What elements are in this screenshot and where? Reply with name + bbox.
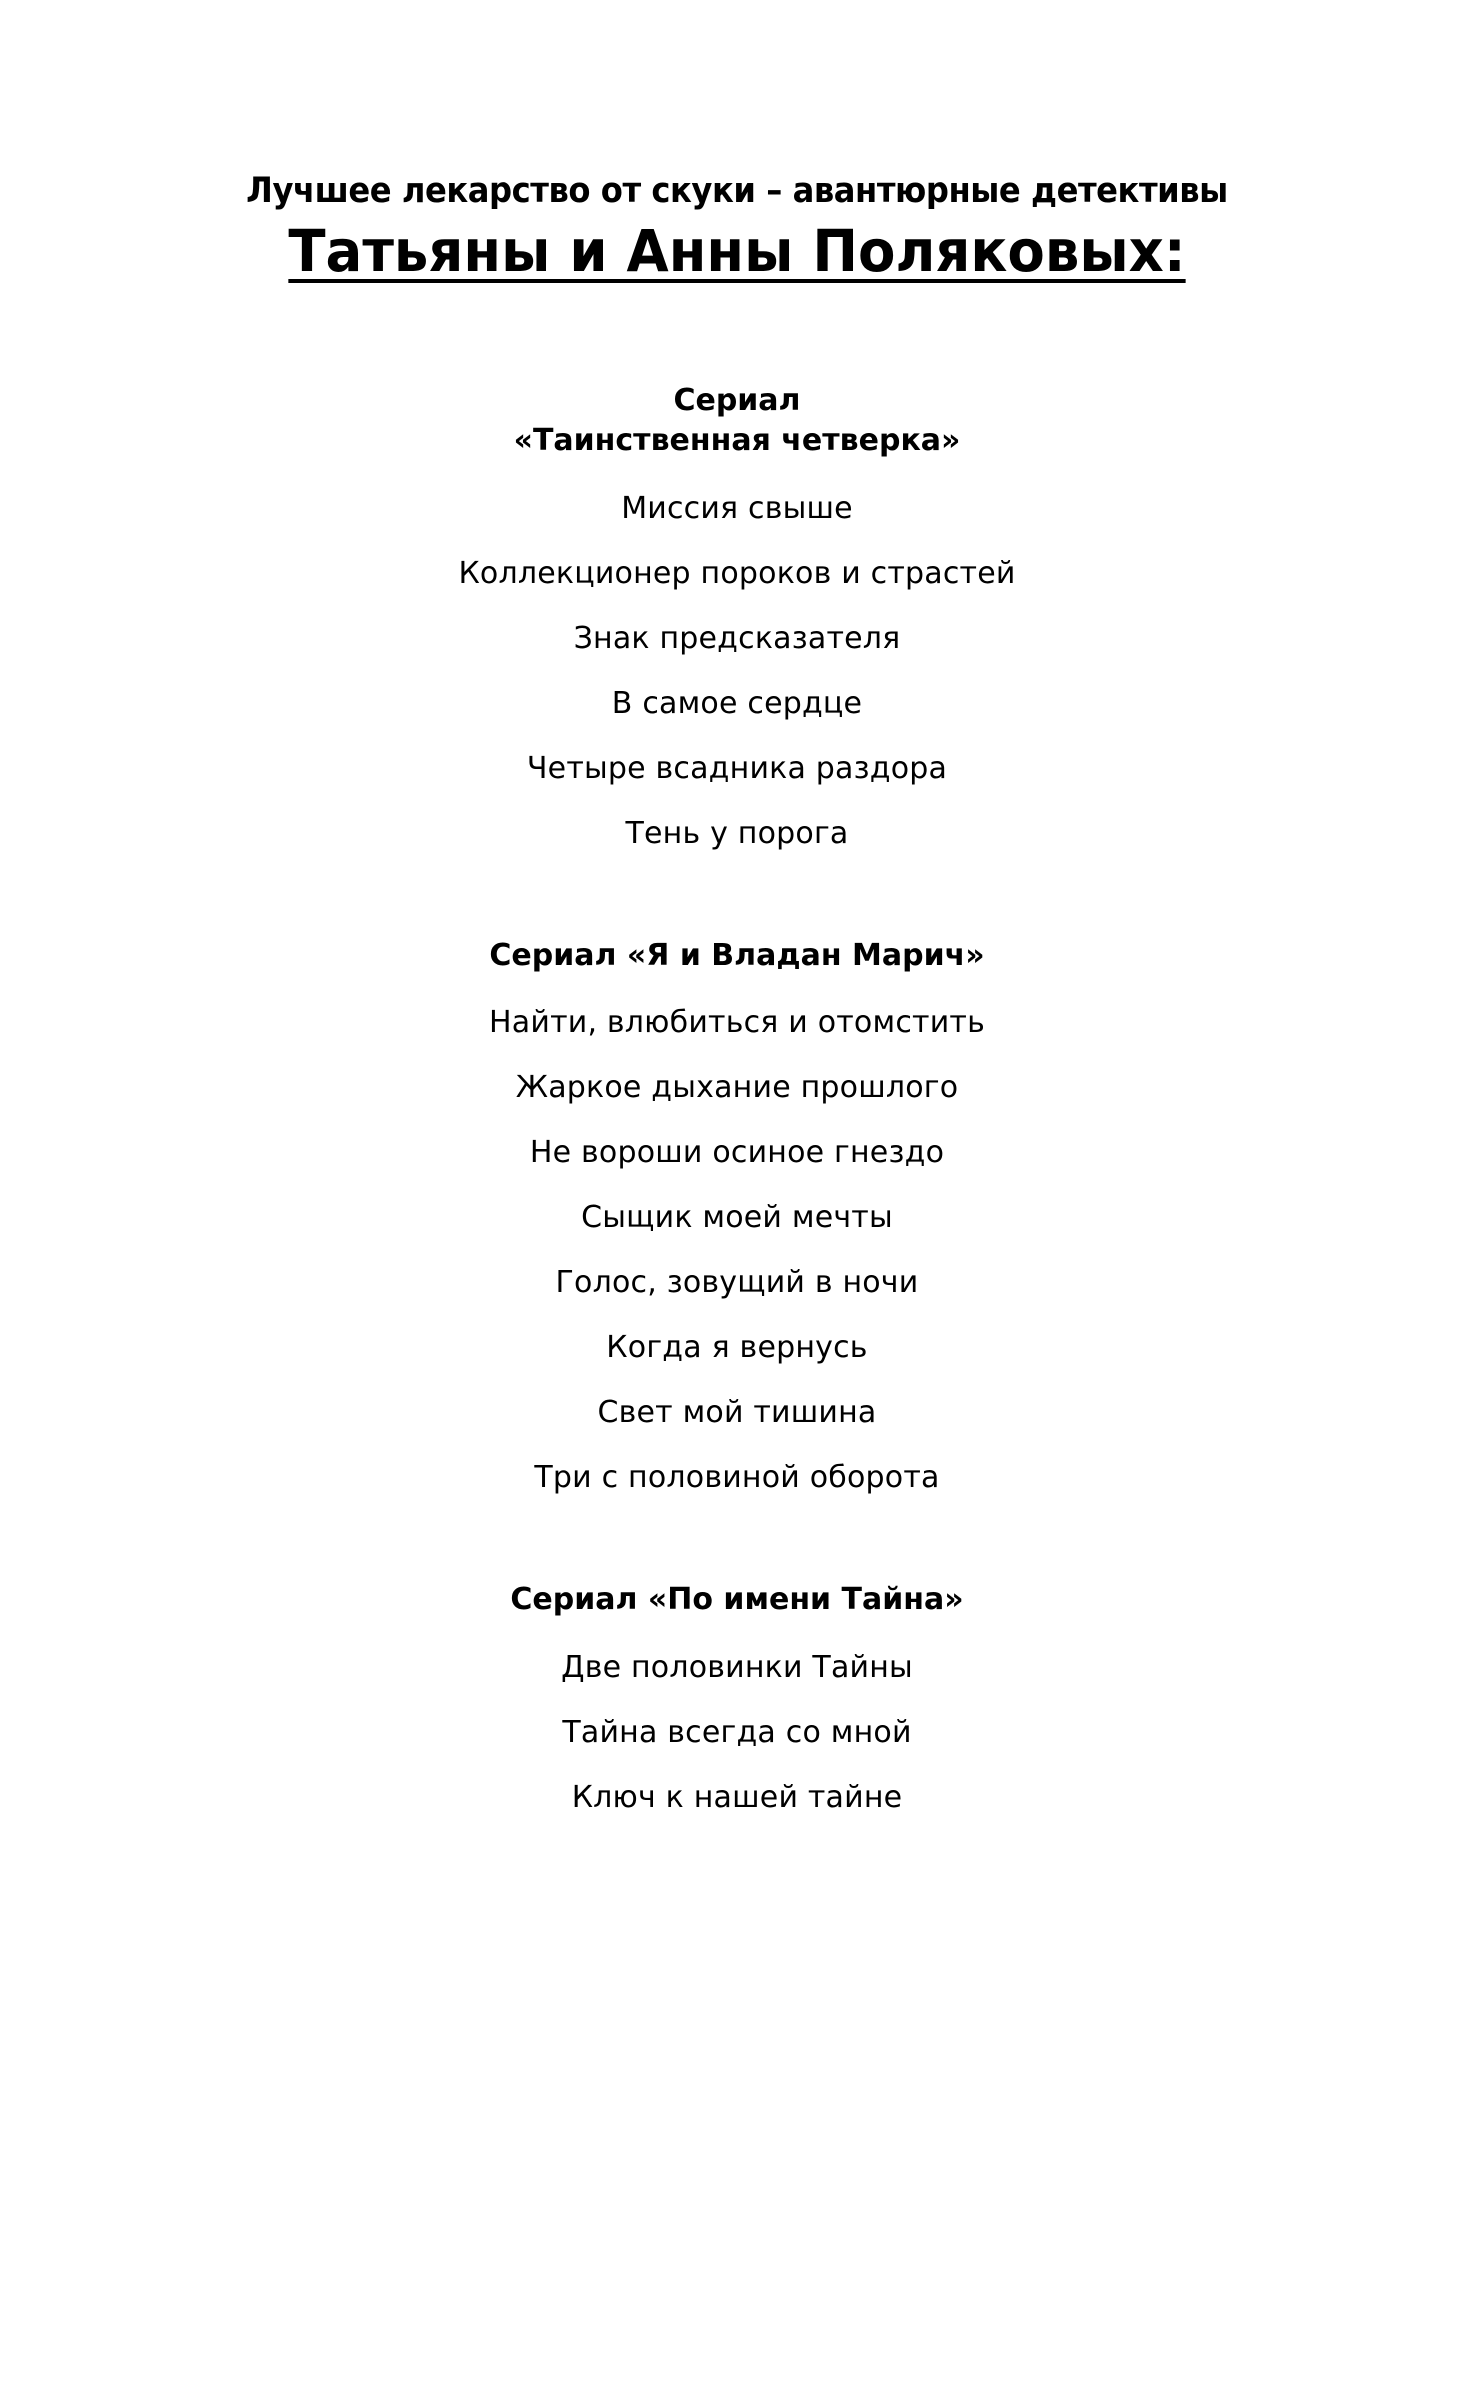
page-tagline: Лучшее лекарство от скуки – авантюрные детективы bbox=[246, 171, 1228, 211]
series-title-2 bbox=[170, 936, 1304, 977]
list-item: Голос, зовущий в ночи bbox=[555, 1265, 919, 1301]
series-title-1 bbox=[170, 381, 1304, 462]
list-item: Жаркое дыхание прошлого bbox=[515, 1070, 959, 1106]
list-item: Свет мой тишина bbox=[597, 1395, 877, 1431]
list-item: Не вороши осиное гнездо bbox=[529, 1135, 945, 1171]
list-item: Миссия свыше bbox=[621, 490, 853, 526]
list-item: Четыре всадника раздора bbox=[526, 750, 948, 786]
list-item: Три с половиной оборота bbox=[534, 1460, 940, 1496]
list-item: Две половинки Тайны bbox=[561, 1649, 913, 1685]
series-title-3-line1: Сериал «По имени Тайна» bbox=[510, 1582, 964, 1618]
page-title: Татьяны и Анны Поляковых: bbox=[288, 217, 1186, 285]
list-item: Знак предсказателя bbox=[573, 620, 901, 656]
list-item: Коллекционер пороков и страстей bbox=[458, 555, 1016, 591]
list-item: Найти, влюбиться и отомстить bbox=[489, 1005, 985, 1041]
series-section-2 bbox=[170, 936, 1304, 1511]
list-item: В самое сердце bbox=[611, 685, 863, 721]
list-item: Сыщик моей мечты bbox=[581, 1200, 893, 1236]
list-item: Тень у порога bbox=[625, 815, 849, 851]
series-title-1-line1: Сериал bbox=[673, 382, 801, 418]
series-title-1-line2: «Таинственная четверка» bbox=[513, 423, 961, 459]
series-section-3 bbox=[170, 1580, 1304, 1830]
series-title-2-line1: Сериал «Я и Владан Марич» bbox=[489, 937, 985, 973]
list-item: Тайна всегда со мной bbox=[562, 1714, 912, 1750]
list-item: Ключ к нашей тайне bbox=[571, 1779, 903, 1815]
series-title-3 bbox=[170, 1580, 1304, 1621]
list-item: Когда я вернусь bbox=[606, 1330, 868, 1366]
series-section-1 bbox=[170, 381, 1304, 866]
